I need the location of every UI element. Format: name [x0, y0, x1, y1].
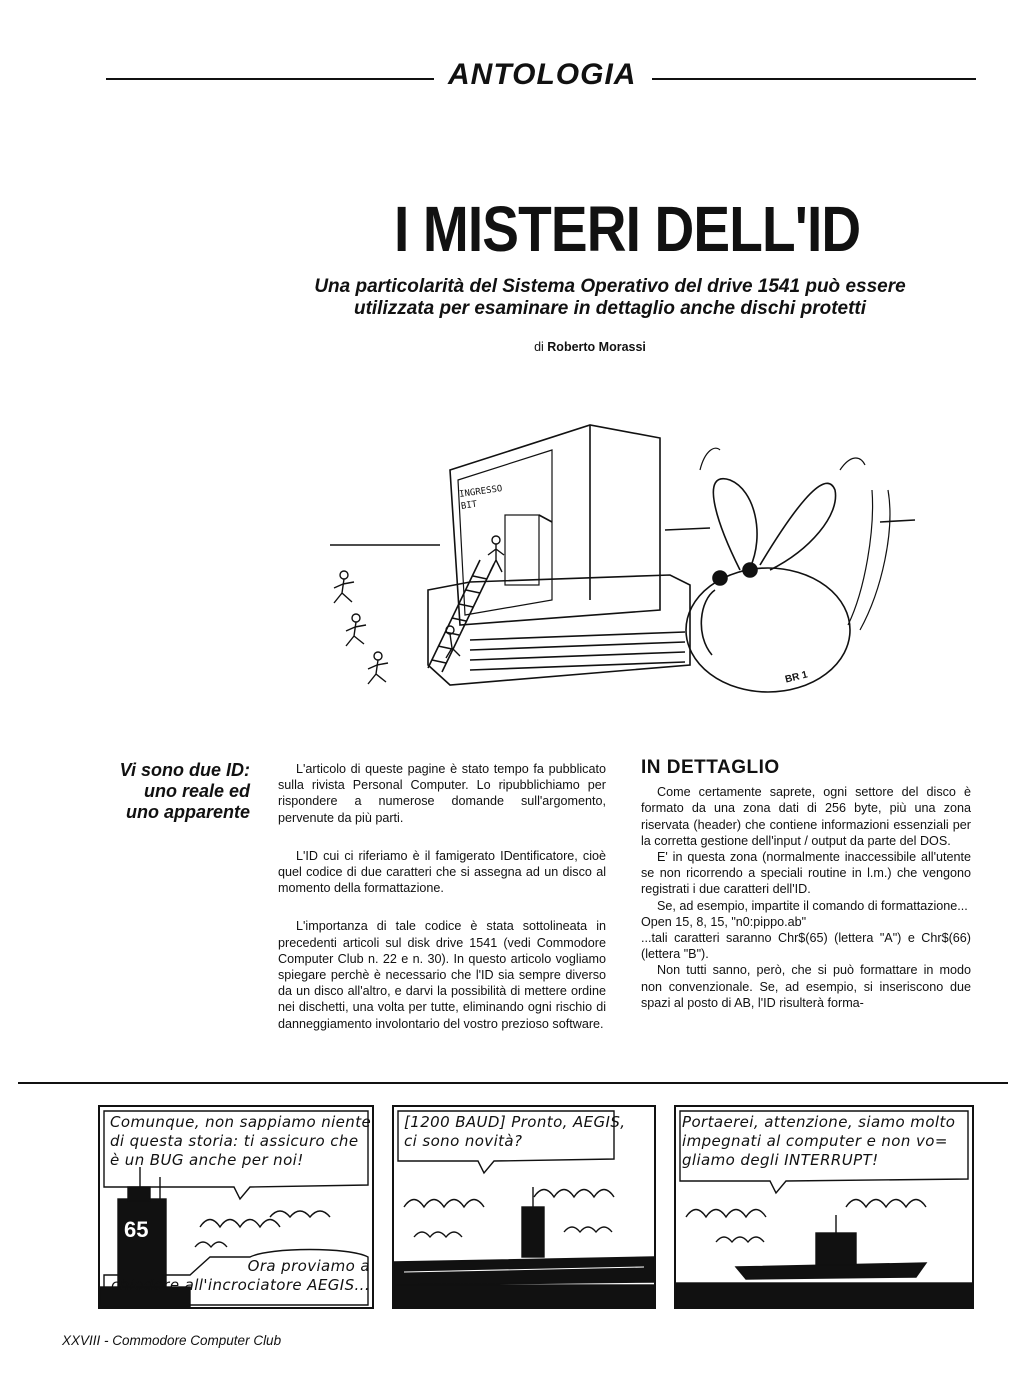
paragraph-6: Se, ad esempio, impartite il comando di formattazione... [657, 898, 968, 913]
paragraph-5: E' in questa zona (normalmente inaccessibile all'utente se non ricorrendo a speciali routine in l.m.) che vengono registrati i due caratteri dell'ID. [641, 850, 971, 897]
article-column-3 [641, 757, 971, 1011]
panel-1-top-line-3: è un BUG anche per noi! [110, 1151, 304, 1169]
side-heading-line-3: uno apparente [125, 802, 250, 822]
article-subtitle [270, 276, 950, 320]
cartoon-illustration [320, 410, 920, 710]
side-heading-line-1: Vi sono due ID: [119, 760, 250, 780]
code-line: Open 15, 8, 15, "n0:pippo.ab" [641, 914, 807, 929]
panel-1-top-balloon [110, 1113, 371, 1170]
artist-signature: BR 1 [784, 669, 809, 686]
section-heading: IN DETTAGLIO [641, 757, 780, 778]
subtitle-line-2: utilizzata per esaminare in dettaglio anche dischi protetti [353, 298, 867, 319]
sign-line-2: BIT [460, 499, 478, 512]
panel-1-bottom-line-2: chiedere all'incrociatore AEGIS... [110, 1276, 370, 1294]
byline [460, 340, 720, 354]
panel-1-top-line-1: Comunque, non sappiamo niente [110, 1113, 372, 1131]
section-title: ANTOLOGIA [448, 58, 637, 91]
paragraph-2: L'ID cui ci riferiamo è il famigerato IDentificatore, cioè quel codice di due caratteri che si assegna ad un disco al momento della formattazione. [278, 848, 606, 896]
side-heading-line-2: uno reale ed [143, 781, 250, 801]
page-footer: XXVIII - Commodore Computer Club [62, 1333, 282, 1348]
panel-1-bottom-balloon [108, 1257, 370, 1295]
subtitle-line-1: Una particolarità del Sistema Operativo del drive 1541 può essere [314, 276, 906, 297]
panel-3-line-1: Portaerei, attenzione, siamo molto [682, 1113, 956, 1131]
code-result: ...tali caratteri saranno Chr$(65) (lettera "A") e Chr$(66) (lettera "B"). [641, 931, 971, 962]
comic-divider [18, 1082, 1008, 1084]
panel-1-top-line-2: di questa storia: ti assicuro che [110, 1132, 359, 1150]
panel-2-line-1: [1200 BAUD] Pronto, AEGIS, [404, 1113, 626, 1131]
panel-3-line-2: impegnati al computer e non vo= [682, 1132, 948, 1150]
svg-text:65: 65 [124, 1217, 149, 1242]
paragraph-4: Come certamente saprete, ogni settore del disco è formato da una zona dati di 256 byte, più una zona riservata (header) che contiene informazioni essenziali per la corretta gestione dell'input / output da parte del DOS. [641, 785, 971, 848]
panel-3-line-3: gliamo degli INTERRUPT! [682, 1151, 879, 1169]
header-rule-right [652, 78, 976, 80]
panel-3-balloon [682, 1113, 955, 1170]
paragraph-3: L'importanza di tale codice è stata sottolineata in precedenti articoli sul disk drive 1541 (vedi Commodore Computer Club n. 22 e n. 30). In questo articolo vogliamo spiegare perchè è necessario che l'ID sia sempre diverso da un disco all'altro, e darvi la possibilità di mettere ordine nei dischetti, una volta per tutte, eliminando ogni rischio di danneggiamento involontario del vostro prezioso software. [278, 919, 606, 1031]
panel-2-line-2: ci sono novità? [404, 1132, 523, 1150]
header-rule-left [106, 78, 434, 80]
article-title: I MISTERI DELL'ID [394, 193, 861, 265]
sign-line-1: INGRESSO [458, 484, 504, 501]
byline-prefix: di [534, 340, 544, 354]
side-heading [90, 760, 250, 823]
paragraph-7: Non tutti sanno, però, che si può formattare in modo non convenzionale. Se, ad esempio, si inseriscono due spazi al posto di AB, l'ID risulterà forma- [641, 963, 971, 1010]
comic-panel-2 [392, 1105, 656, 1309]
article-column-2 [278, 761, 606, 1054]
comic-panel-1 [98, 1105, 374, 1309]
panel-1-bottom-line-1: Ora proviamo a [247, 1257, 370, 1275]
paragraph-1: L'articolo di queste pagine è stato tempo fa pubblicato sulla rivista Personal Computer. Lo ripubblichiamo per rispondere a numerose domande sull'argomento, pervenute da più parti. [278, 762, 606, 825]
author-name: Roberto Morassi [547, 340, 646, 354]
comic-panel-3 [674, 1105, 974, 1309]
panel-2-balloon [404, 1113, 625, 1151]
